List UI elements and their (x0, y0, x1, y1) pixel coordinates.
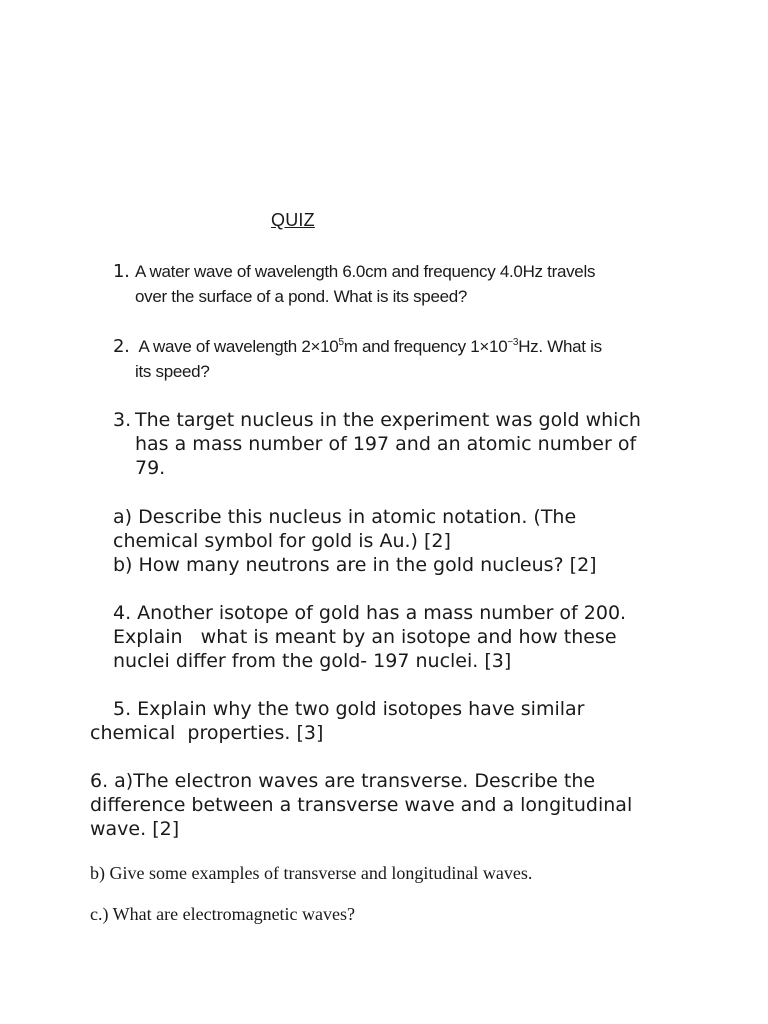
exponent: 5 (338, 337, 344, 348)
exponent: −3 (507, 337, 519, 348)
question-line: chemical properties. [3] (90, 722, 324, 744)
question-number: 3. (113, 409, 132, 431)
question-text-segment: m and frequency 1×10 (343, 337, 508, 356)
question-5 (90, 697, 690, 745)
question-line: The target nucleus in the experiment was gold which (135, 409, 641, 431)
question-line: has a mass number of 197 and an atomic number of (135, 433, 637, 455)
question-1 (113, 259, 673, 309)
question-3b-line: b) How many neutrons are in the gold nucleus? [2] (113, 554, 597, 576)
question-6a (90, 769, 690, 841)
question-number: 2. (113, 336, 130, 357)
question-line: nuclei differ from the gold- 197 nuclei. [3] (113, 650, 512, 672)
question-text (113, 334, 673, 384)
question-line: wave. [2] (90, 818, 180, 840)
question-3-parts (113, 505, 693, 577)
question-3a-line: chemical symbol for gold is Au.) [2] (113, 530, 451, 552)
question-2 (113, 334, 673, 384)
question-text-segment: Hz. What is (518, 337, 602, 356)
question-line: Explain what is meant by an isotope and how these (113, 626, 617, 648)
question-3 (113, 408, 693, 480)
question-number: 1. (113, 261, 130, 282)
question-6c: c.) What are electromagnetic waves? (90, 904, 356, 924)
page-title: QUIZ (271, 210, 315, 230)
question-line: 6. a)The electron waves are transverse. Describe the (90, 770, 596, 792)
question-line: its speed? (135, 362, 210, 381)
question-3a-line: a) Describe this nucleus in atomic notation. (The (113, 506, 577, 528)
question-text-segment: A wave of wavelength 2×10 (135, 337, 339, 356)
question-text (113, 259, 673, 309)
question-line: 5. Explain why the two gold isotopes have similar (113, 698, 585, 720)
question-line: 4. Another isotope of gold has a mass number of 200. (113, 602, 627, 624)
question-line: difference between a transverse wave and a longitudinal (90, 794, 633, 816)
question-line: A water wave of wavelength 6.0cm and frequency 4.0Hz travels (135, 262, 596, 281)
question-text (113, 408, 693, 480)
question-4 (113, 601, 693, 673)
question-line: 79. (135, 457, 166, 479)
question-6b: b) Give some examples of transverse and longitudinal waves. (90, 863, 533, 883)
question-line (135, 334, 673, 359)
question-line: over the surface of a pond. What is its speed? (135, 287, 468, 306)
